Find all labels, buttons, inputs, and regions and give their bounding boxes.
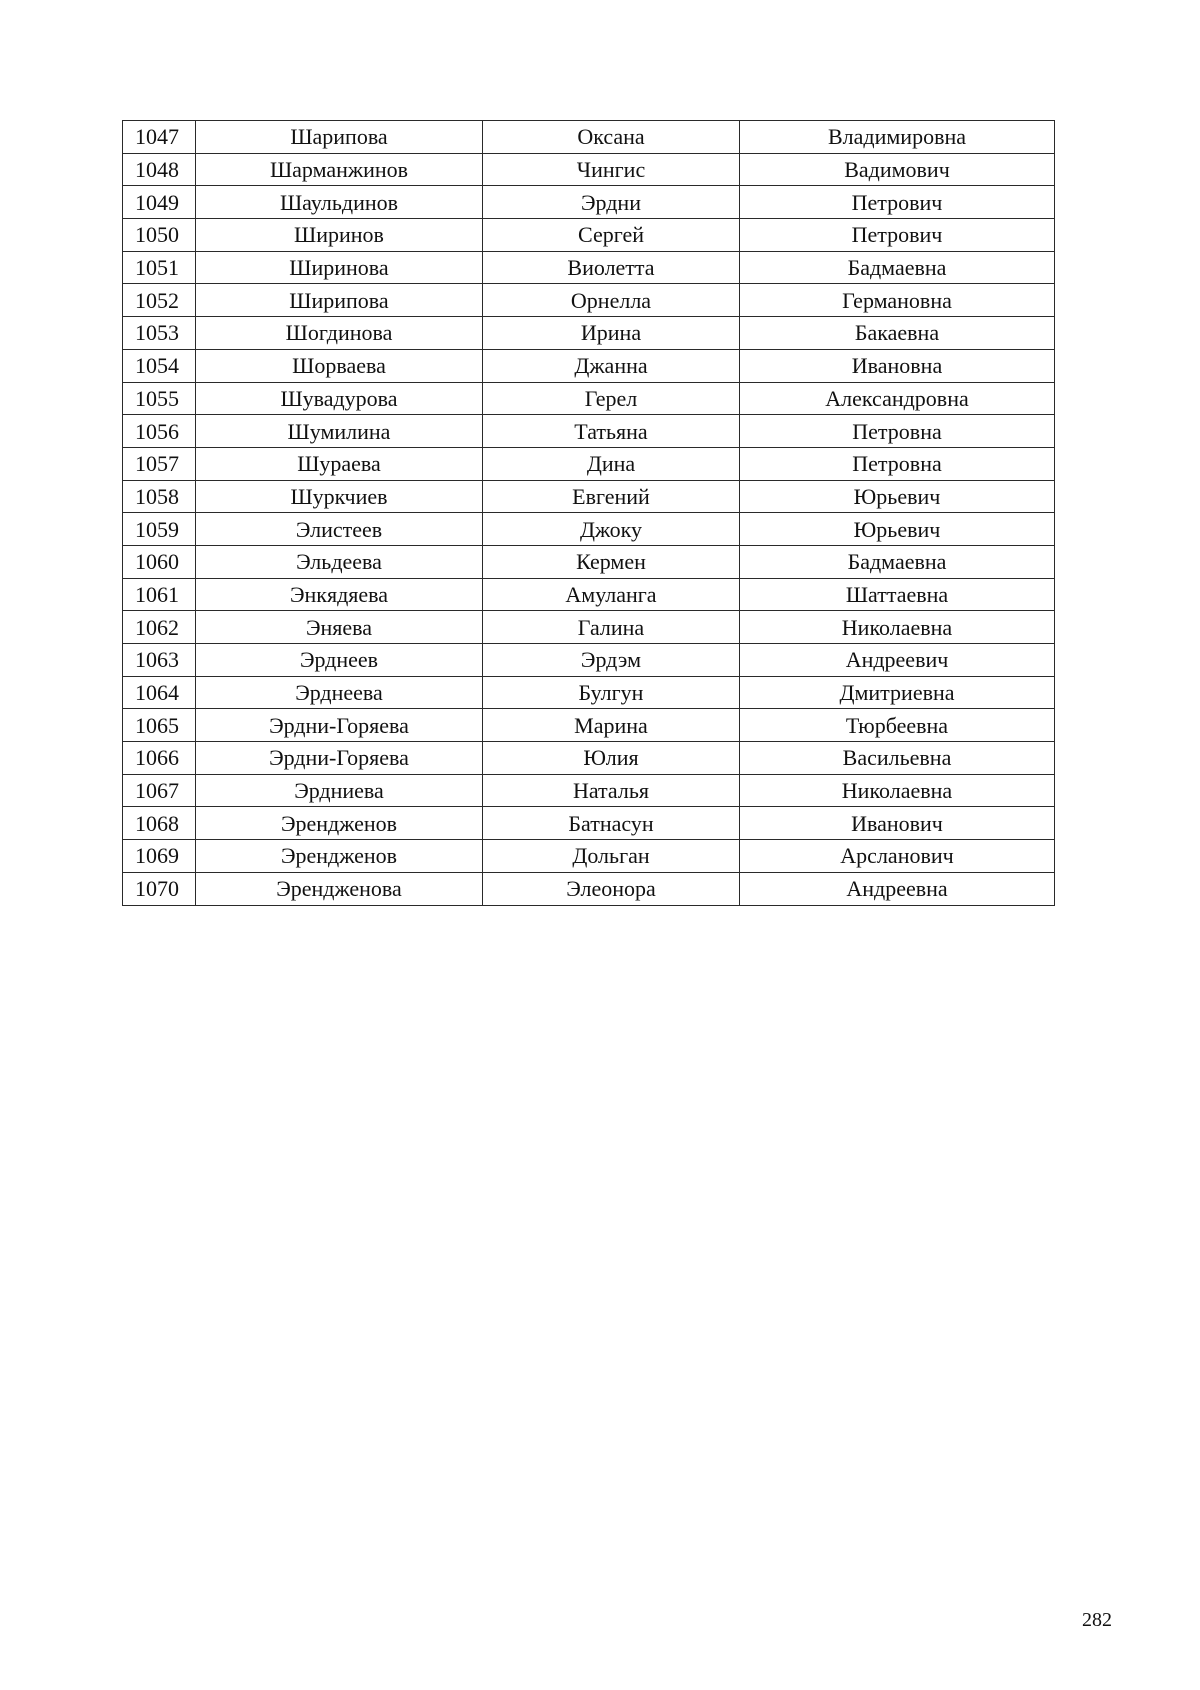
table-row xyxy=(123,513,1055,546)
row-number: 1068 xyxy=(123,807,196,840)
first-name: Чингис xyxy=(483,153,740,186)
first-name: Евгений xyxy=(483,480,740,513)
patronymic: Петрович xyxy=(740,219,1055,252)
last-name: Шогдинова xyxy=(196,317,483,350)
table-row xyxy=(123,709,1055,742)
last-name: Ширинов xyxy=(196,219,483,252)
patronymic: Шаттаевна xyxy=(740,578,1055,611)
patronymic: Васильевна xyxy=(740,742,1055,775)
last-name: Эрдниева xyxy=(196,774,483,807)
patronymic: Петровна xyxy=(740,447,1055,480)
first-name: Герел xyxy=(483,382,740,415)
first-name: Галина xyxy=(483,611,740,644)
patronymic: Бакаевна xyxy=(740,317,1055,350)
last-name: Эрднеев xyxy=(196,644,483,677)
row-number: 1065 xyxy=(123,709,196,742)
first-name: Юлия xyxy=(483,742,740,775)
row-number: 1069 xyxy=(123,840,196,873)
last-name: Эрдни-Горяева xyxy=(196,709,483,742)
row-number: 1055 xyxy=(123,382,196,415)
table-row xyxy=(123,840,1055,873)
last-name: Эрднеева xyxy=(196,676,483,709)
last-name: Эрендженов xyxy=(196,807,483,840)
patronymic: Ивановна xyxy=(740,349,1055,382)
first-name: Дольган xyxy=(483,840,740,873)
first-name: Наталья xyxy=(483,774,740,807)
patronymic: Юрьевич xyxy=(740,480,1055,513)
first-name: Виолетта xyxy=(483,251,740,284)
row-number: 1056 xyxy=(123,415,196,448)
last-name: Элистеев xyxy=(196,513,483,546)
table-row xyxy=(123,284,1055,317)
table-row xyxy=(123,121,1055,154)
patronymic: Владимировна xyxy=(740,121,1055,154)
table-row xyxy=(123,415,1055,448)
last-name: Шарипова xyxy=(196,121,483,154)
row-number: 1057 xyxy=(123,447,196,480)
row-number: 1066 xyxy=(123,742,196,775)
last-name: Ширинова xyxy=(196,251,483,284)
row-number: 1067 xyxy=(123,774,196,807)
row-number: 1070 xyxy=(123,872,196,905)
patronymic: Андреевна xyxy=(740,872,1055,905)
first-name: Оксана xyxy=(483,121,740,154)
table-row xyxy=(123,742,1055,775)
last-name: Ширипова xyxy=(196,284,483,317)
patronymic: Петровна xyxy=(740,415,1055,448)
first-name: Эрдэм xyxy=(483,644,740,677)
first-name: Ирина xyxy=(483,317,740,350)
patronymic: Александровна xyxy=(740,382,1055,415)
last-name: Шаульдинов xyxy=(196,186,483,219)
first-name: Дина xyxy=(483,447,740,480)
patronymic: Николаевна xyxy=(740,611,1055,644)
table-row xyxy=(123,447,1055,480)
row-number: 1051 xyxy=(123,251,196,284)
patronymic: Николаевна xyxy=(740,774,1055,807)
table-row xyxy=(123,611,1055,644)
name-table xyxy=(122,120,1055,906)
row-number: 1048 xyxy=(123,153,196,186)
patronymic: Петрович xyxy=(740,186,1055,219)
table-row xyxy=(123,676,1055,709)
last-name: Энкядяева xyxy=(196,578,483,611)
table-row xyxy=(123,644,1055,677)
row-number: 1050 xyxy=(123,219,196,252)
last-name: Шуркчиев xyxy=(196,480,483,513)
last-name: Шорваева xyxy=(196,349,483,382)
first-name: Батнасун xyxy=(483,807,740,840)
table-row xyxy=(123,317,1055,350)
first-name: Амуланга xyxy=(483,578,740,611)
table-row xyxy=(123,774,1055,807)
first-name: Джоку xyxy=(483,513,740,546)
patronymic: Вадимович xyxy=(740,153,1055,186)
row-number: 1053 xyxy=(123,317,196,350)
last-name: Эрендженов xyxy=(196,840,483,873)
last-name: Эрендженова xyxy=(196,872,483,905)
last-name: Шарманжинов xyxy=(196,153,483,186)
last-name: Шумилина xyxy=(196,415,483,448)
row-number: 1054 xyxy=(123,349,196,382)
first-name: Эрдни xyxy=(483,186,740,219)
patronymic: Бадмаевна xyxy=(740,545,1055,578)
last-name: Шураева xyxy=(196,447,483,480)
patronymic: Бадмаевна xyxy=(740,251,1055,284)
table-row xyxy=(123,186,1055,219)
row-number: 1059 xyxy=(123,513,196,546)
table-row xyxy=(123,349,1055,382)
last-name: Эрдни-Горяева xyxy=(196,742,483,775)
page-number: 282 xyxy=(1082,1609,1112,1631)
first-name: Сергей xyxy=(483,219,740,252)
row-number: 1047 xyxy=(123,121,196,154)
row-number: 1052 xyxy=(123,284,196,317)
row-number: 1063 xyxy=(123,644,196,677)
patronymic: Юрьевич xyxy=(740,513,1055,546)
first-name: Марина xyxy=(483,709,740,742)
patronymic: Германовна xyxy=(740,284,1055,317)
first-name: Орнелла xyxy=(483,284,740,317)
table-row xyxy=(123,251,1055,284)
first-name: Джанна xyxy=(483,349,740,382)
first-name: Татьяна xyxy=(483,415,740,448)
table-row xyxy=(123,219,1055,252)
patronymic: Андреевич xyxy=(740,644,1055,677)
table-row xyxy=(123,545,1055,578)
patronymic: Тюрбеевна xyxy=(740,709,1055,742)
row-number: 1049 xyxy=(123,186,196,219)
last-name: Шувадурова xyxy=(196,382,483,415)
row-number: 1061 xyxy=(123,578,196,611)
table-row xyxy=(123,480,1055,513)
row-number: 1058 xyxy=(123,480,196,513)
table-row xyxy=(123,153,1055,186)
row-number: 1060 xyxy=(123,545,196,578)
first-name: Элеонора xyxy=(483,872,740,905)
patronymic: Иванович xyxy=(740,807,1055,840)
name-table-body xyxy=(123,121,1055,906)
last-name: Эльдеева xyxy=(196,545,483,578)
patronymic: Дмитриевна xyxy=(740,676,1055,709)
table-row xyxy=(123,807,1055,840)
first-name: Кермен xyxy=(483,545,740,578)
row-number: 1064 xyxy=(123,676,196,709)
last-name: Эняева xyxy=(196,611,483,644)
table-row xyxy=(123,578,1055,611)
row-number: 1062 xyxy=(123,611,196,644)
table-row xyxy=(123,382,1055,415)
patronymic: Арсланович xyxy=(740,840,1055,873)
first-name: Булгун xyxy=(483,676,740,709)
table-row xyxy=(123,872,1055,905)
